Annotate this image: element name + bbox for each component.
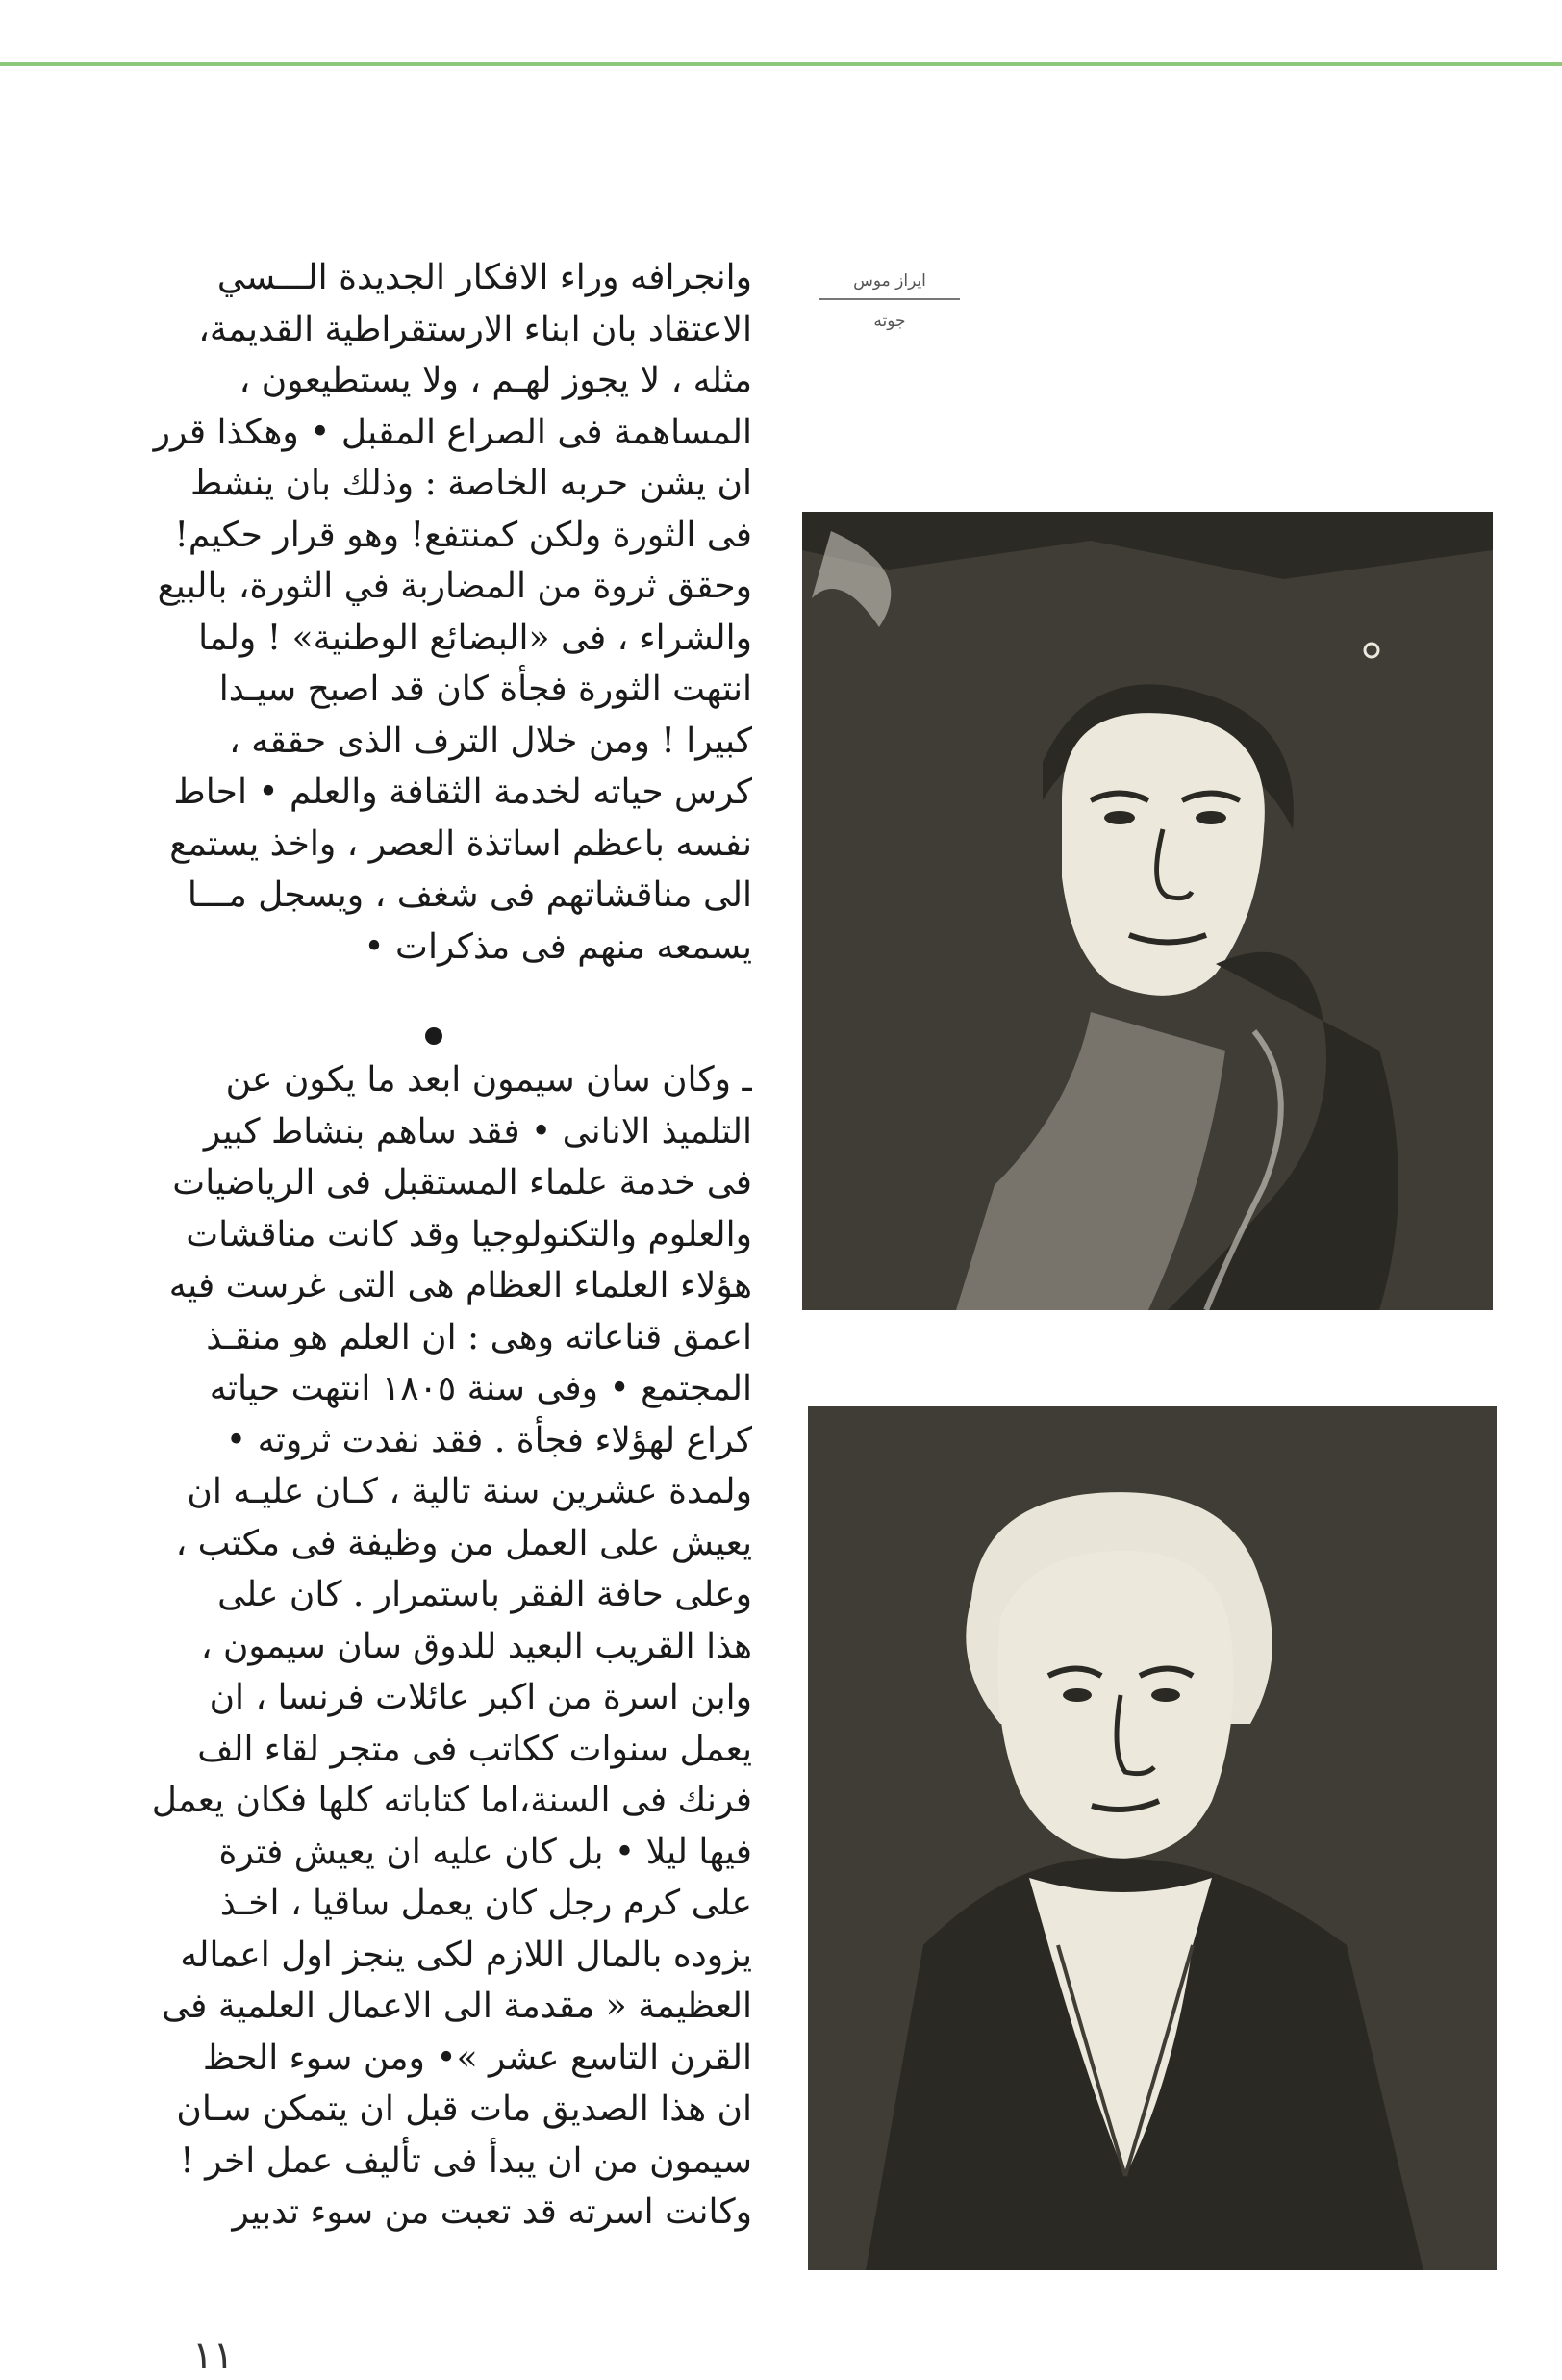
- text-line: وكانت اسرته قد تعبت من سوء تدبير: [232, 2192, 752, 2232]
- text-line: المجتمع • وفى سنة ١٨٠٥ انتهت حياته: [209, 1369, 752, 1408]
- text-line: وابن اسرة من اكبر عائلات فرنسا ، ان: [209, 1678, 752, 1717]
- text-line: اعمق قناعاته وهى : ان العلم هو منقـذ: [206, 1317, 752, 1357]
- text-line: كبيرا ! ومن خلال الترف الذى حققه ،: [229, 721, 752, 761]
- top-green-rule: [0, 62, 1562, 66]
- text-line: وحقق ثروة من المضاربة في الثورة، بالبيع: [157, 567, 752, 606]
- text-line: كرس حياته لخدمة الثقافة والعلم • احاط: [173, 772, 752, 812]
- text-line: والشراء ، فى «البضائع الوطنية» ! ولما: [198, 618, 752, 658]
- text-line: الى مناقشاتهم فى شغف ، ويسجل مـــا: [187, 875, 752, 915]
- section-separator-dot: [425, 1027, 442, 1045]
- text-line: يعيش على العمل من وظيفة فى مكتب ،: [175, 1523, 752, 1563]
- text-line: فرنك فى السنة،اما كتاباته كلها فكان يعمل: [151, 1781, 752, 1820]
- text-line: نفسه باعظم اساتذة العصر ، واخذ يستمع: [169, 823, 752, 864]
- text-line: وانجرافه وراء الافكار الجديدة الـــسي: [216, 258, 752, 297]
- article-column-bottom: [88, 1054, 752, 2239]
- text-line: العظيمة « مقدمة الى الاعمال العلمية فى: [162, 1987, 752, 2026]
- text-line: يعمل سنوات ككاتب فى متجر لقاء الف: [197, 1729, 752, 1769]
- portrait-erasmus: [802, 512, 1493, 1310]
- text-line: على كرم رجل كان يعمل ساقيا ، اخـذ: [219, 1884, 752, 1923]
- text-line: المساهمة فى الصراع المقبل • وهكذا قرر: [153, 412, 752, 452]
- text-line: هذا القريب البعيد للدوق سان سيمون ،: [200, 1626, 752, 1666]
- text-line: يزوده بالمال اللازم لكى ينجز اول اعماله: [180, 1935, 752, 1975]
- article-column-top: [88, 252, 752, 973]
- text-line: هؤلاء العلماء العظام هى التى غرست فيه: [168, 1266, 752, 1305]
- page-number: ١١: [192, 2334, 234, 2378]
- text-line: الاعتقاد بان ابناء الارستقراطية القديمة،: [198, 309, 752, 349]
- caption-erasmus: ايراز موس: [819, 271, 960, 300]
- text-line: وعلى حافة الفقر باستمرار . كان على: [217, 1575, 752, 1614]
- portrait-erasmus-illustration: [802, 512, 1493, 1310]
- portrait-goethe-illustration: [808, 1406, 1497, 2270]
- text-line: التلميذ الانانى • فقد ساهم بنشاط كبير: [203, 1111, 752, 1152]
- text-line: القرن التاسع عشر »• ومن سوء الحظ: [202, 2038, 752, 2078]
- text-line: فيها ليلا • بل كان عليه ان يعيش فترة: [218, 1832, 752, 1872]
- photo-captions: [819, 271, 960, 331]
- portrait-goethe: [808, 1406, 1497, 2270]
- text-line: انتهت الثورة فجأة كان قد اصبح سيـدا: [218, 670, 752, 709]
- text-line: ان يشن حربه الخاصة : وذلك بان ينشط: [189, 464, 752, 503]
- text-line: كراع لهؤلاء فجأة . فقد نفدت ثروته •: [225, 1420, 752, 1460]
- text-line: مثله ، لا يجوز لهـم ، ولا يستطيعون ،: [239, 361, 752, 400]
- text-line: والعلوم والتكنولوجيا وقد كانت مناقشات: [186, 1214, 752, 1254]
- text-line: فى الثورة ولكن كمنتفع! وهو قرار حكيم!: [174, 515, 752, 555]
- text-line: ان هذا الصديق مات قبل ان يتمكن سـان: [176, 2089, 752, 2129]
- text-line: ولمدة عشرين سنة تالية ، كـان عليـه ان: [187, 1472, 752, 1511]
- text-line: فى خدمة علماء المستقبل فى الرياضيات: [172, 1163, 752, 1203]
- text-line: ـ وكان سان سيمون ابعد ما يكون عن: [225, 1060, 752, 1100]
- caption-goethe: جوته: [873, 312, 906, 331]
- text-line: سيمون من ان يبدأ فى تأليف عمل اخر !: [180, 2140, 752, 2181]
- text-line: يسمعه منهم فى مذكرات •: [364, 926, 752, 967]
